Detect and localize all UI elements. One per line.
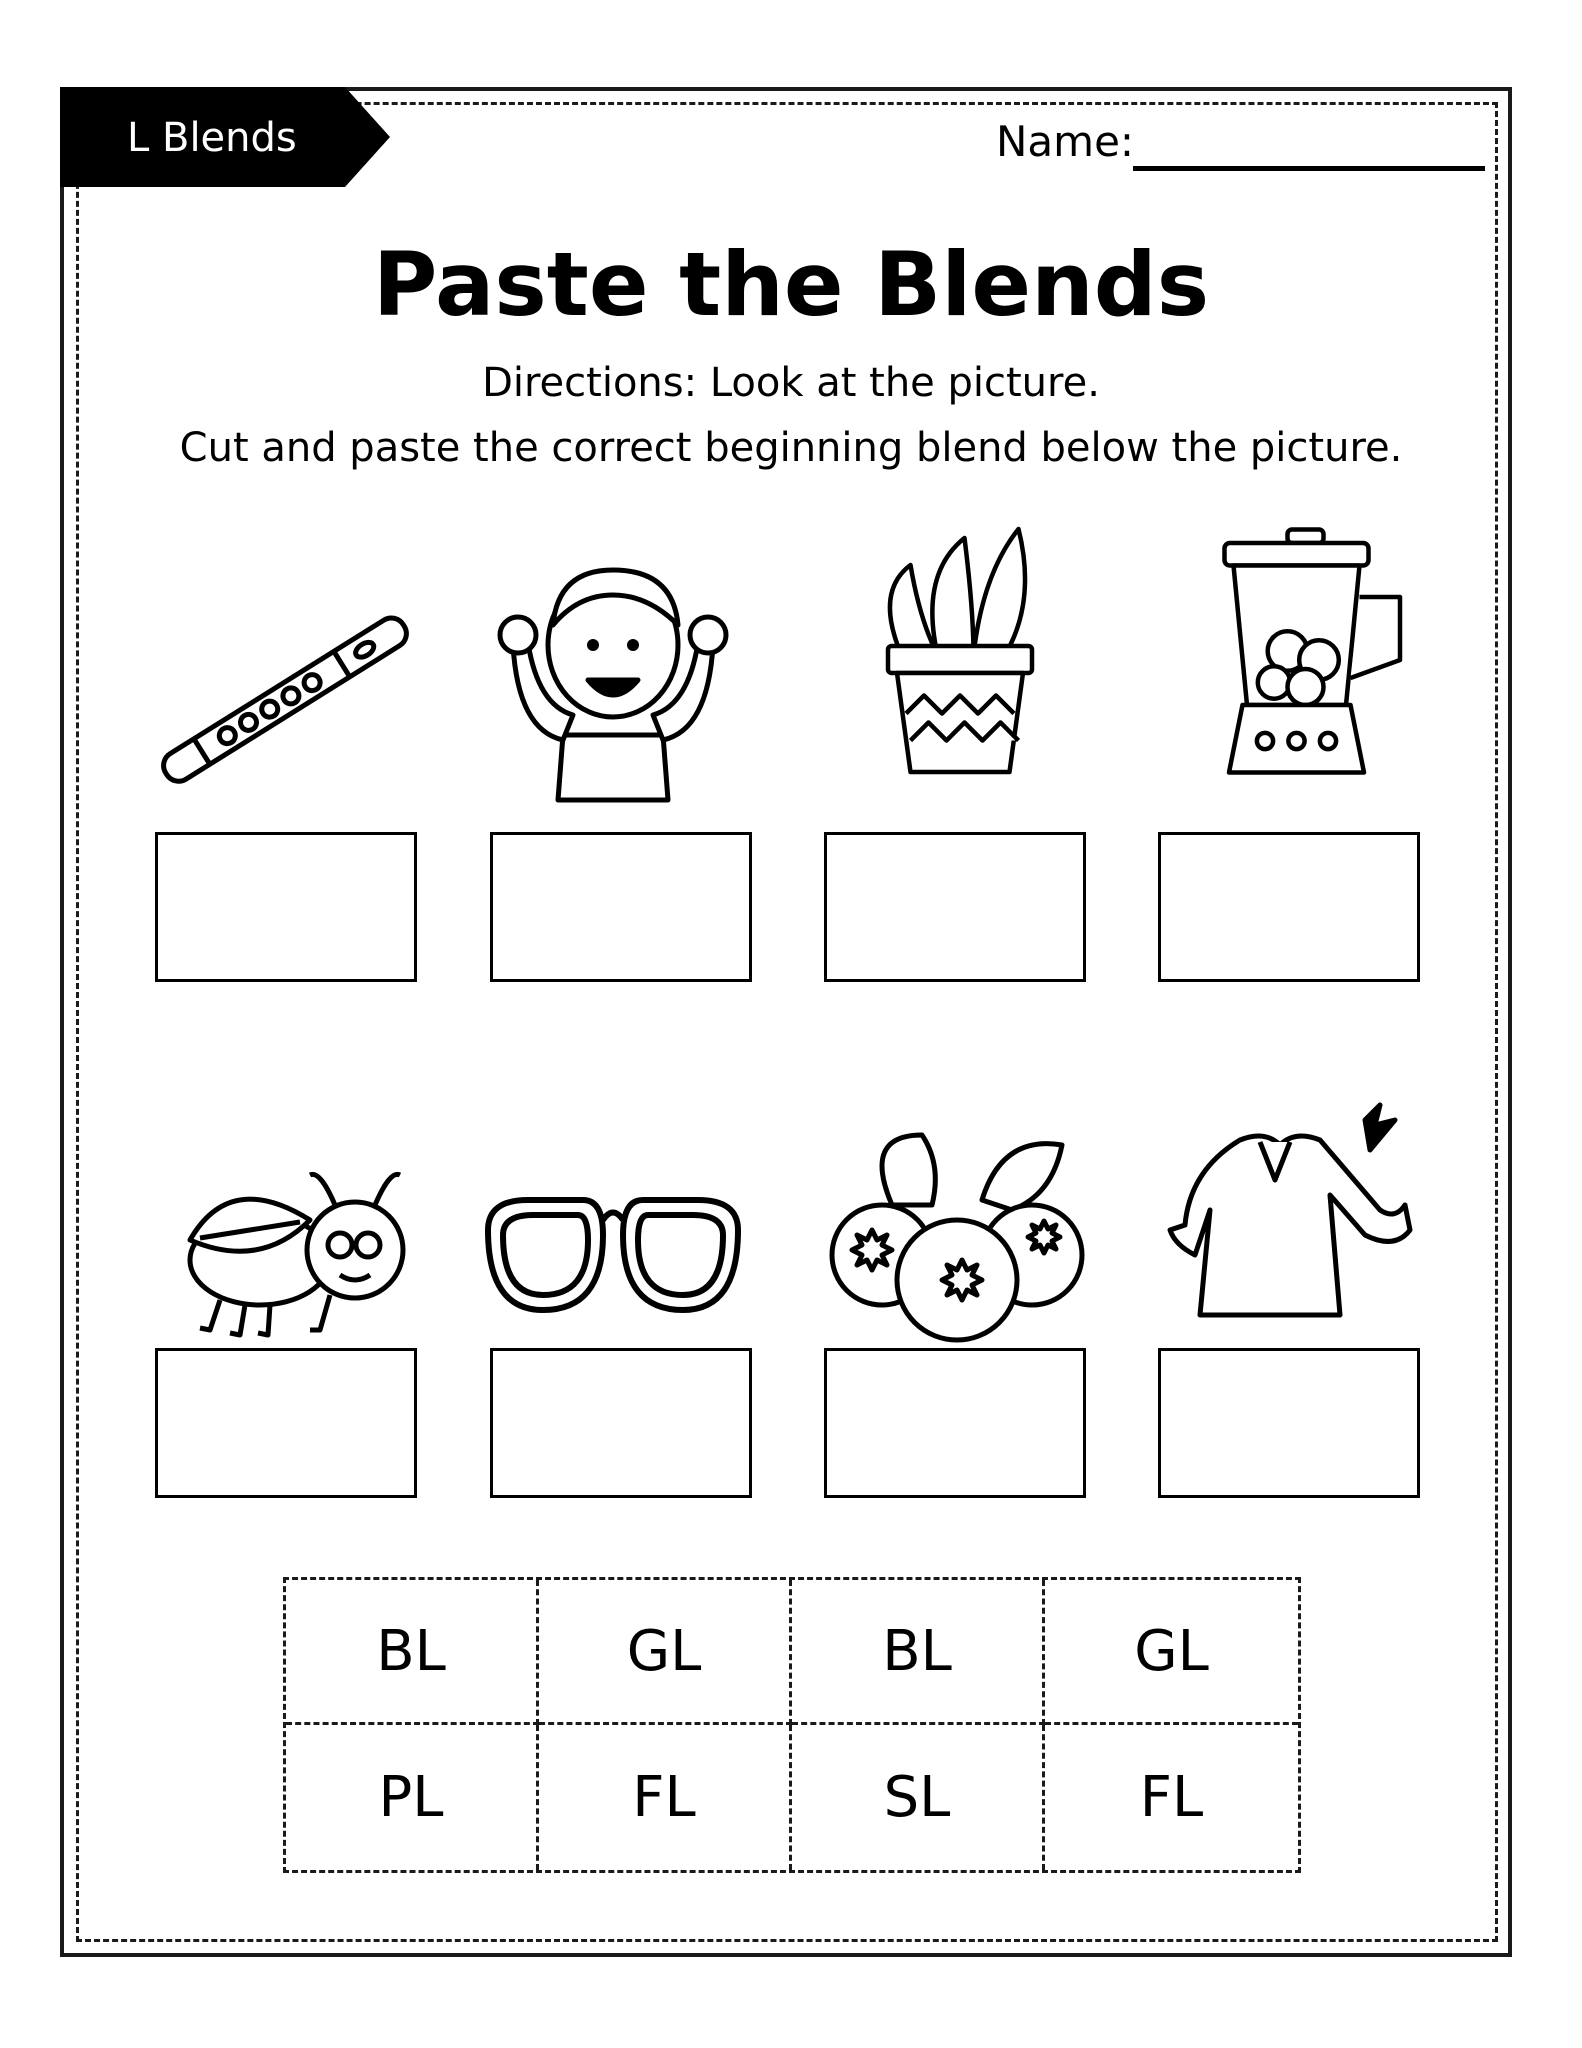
flexing-boy-icon (478, 535, 748, 805)
fly-icon (160, 1115, 430, 1385)
answer-box-4[interactable] (1158, 832, 1420, 982)
sleeve-shirt-icon (1165, 1085, 1435, 1355)
page-title: Paste the Blends (372, 233, 1210, 336)
blend-card[interactable]: GL (1045, 1580, 1298, 1725)
answer-box-1[interactable] (155, 832, 417, 982)
blend-card[interactable]: BL (792, 1580, 1045, 1725)
name-label: Name: (996, 117, 1135, 166)
name-line[interactable] (1133, 166, 1485, 171)
answer-box-2[interactable] (490, 832, 752, 982)
blend-card[interactable]: BL (286, 1580, 539, 1725)
cut-out-grid (283, 1577, 1301, 1873)
answer-box-8[interactable] (1158, 1348, 1420, 1498)
blend-card[interactable]: FL (539, 1725, 792, 1870)
answer-box-6[interactable] (490, 1348, 752, 1498)
blend-card[interactable]: SL (792, 1725, 1045, 1870)
blueberries-icon (822, 1100, 1092, 1370)
flute-icon (150, 560, 420, 830)
blend-card[interactable]: PL (286, 1725, 539, 1870)
tag-label: L Blends (127, 115, 297, 161)
blender-icon (1175, 525, 1445, 795)
answer-box-5[interactable] (155, 1348, 417, 1498)
blend-card[interactable]: GL (539, 1580, 792, 1725)
plant-pot-icon (825, 520, 1095, 790)
answer-box-3[interactable] (824, 832, 1086, 982)
blend-card[interactable]: FL (1139, 1765, 1204, 1830)
directions-line-2: Cut and paste the correct beginning blend below the picture. (179, 425, 1403, 471)
directions-line-1: Directions: Look at the picture. (482, 360, 1100, 406)
answer-box-7[interactable] (824, 1348, 1086, 1498)
